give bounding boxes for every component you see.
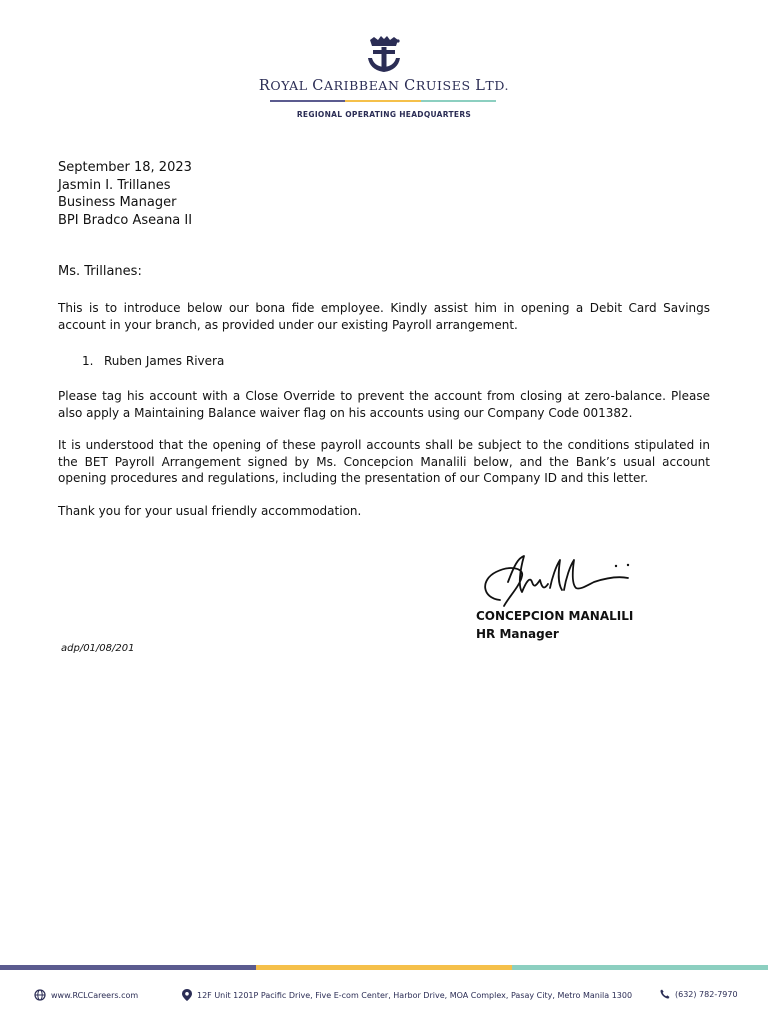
signatory-title: HR Manager <box>476 627 559 641</box>
body-paragraph-intro: This is to introduce below our bona fide employee. Kindly assist him in opening a Debit Card Savings account in your branch, as provided under our existing Payroll arrangement. <box>58 301 710 332</box>
salutation: Ms. Trillanes: <box>58 264 142 279</box>
phone-icon <box>660 989 670 999</box>
globe-icon <box>34 989 46 1001</box>
header-subtitle: REGIONAL OPERATING HEADQUARTERS <box>296 110 472 119</box>
body-paragraph-instructions: Please tag his account with a Close Override to prevent the account from closing at zero-balance. Please also apply a Maintaining Balance waiver flag on his accounts using our Company Code 001382. <box>58 389 710 420</box>
recipient-title: Business Manager <box>58 195 177 210</box>
reference-code: adp/01/08/201 <box>61 643 135 654</box>
location-pin-icon <box>182 989 192 1001</box>
footer-phone <box>660 989 738 999</box>
list-item-number: 1. <box>82 354 94 368</box>
recipient-branch: BPI Bradco Aseana II <box>58 212 193 228</box>
address-text: 12F Unit 1201P Pacific Drive, Five E-com Center, Harbor Drive, MOA Complex, Pasay City, Metro Manila 1300 <box>197 990 633 1000</box>
crown-anchor-logo-icon <box>362 36 406 74</box>
address-block <box>58 159 192 229</box>
body-paragraph-conditions: It is understood that the opening of these payroll accounts shall be subject to the conditions stipulated in the BET Payroll Arrangement signed by Ms. Concepcion Manalili below, and the Bank’s usual account opening procedures and regulations, including the presentation of our Company ID and this letter. <box>58 438 710 485</box>
footer-website <box>34 989 138 1001</box>
recipient-name: Jasmin I. Trillanes <box>58 177 171 193</box>
list-item <box>82 354 224 368</box>
letter-date: September 18, 2023 <box>58 160 192 175</box>
footer-color-bar <box>0 965 768 970</box>
letterhead <box>0 36 768 94</box>
body-paragraph-closing: Thank you for your usual friendly accommodation. <box>58 504 362 518</box>
footer-address <box>182 989 632 1001</box>
employee-name: Ruben James Rivera <box>104 354 225 368</box>
handwritten-signature <box>478 552 640 608</box>
phone-text: (632) 782-7970 <box>675 989 738 999</box>
header-color-bar <box>270 100 496 102</box>
website-text: www.RCLCareers.com <box>51 990 139 1000</box>
company-name: ROYAL CARIBBEAN CRUISES LTD. <box>258 78 510 94</box>
signatory-name: CONCEPCION MANALILI <box>476 609 634 623</box>
